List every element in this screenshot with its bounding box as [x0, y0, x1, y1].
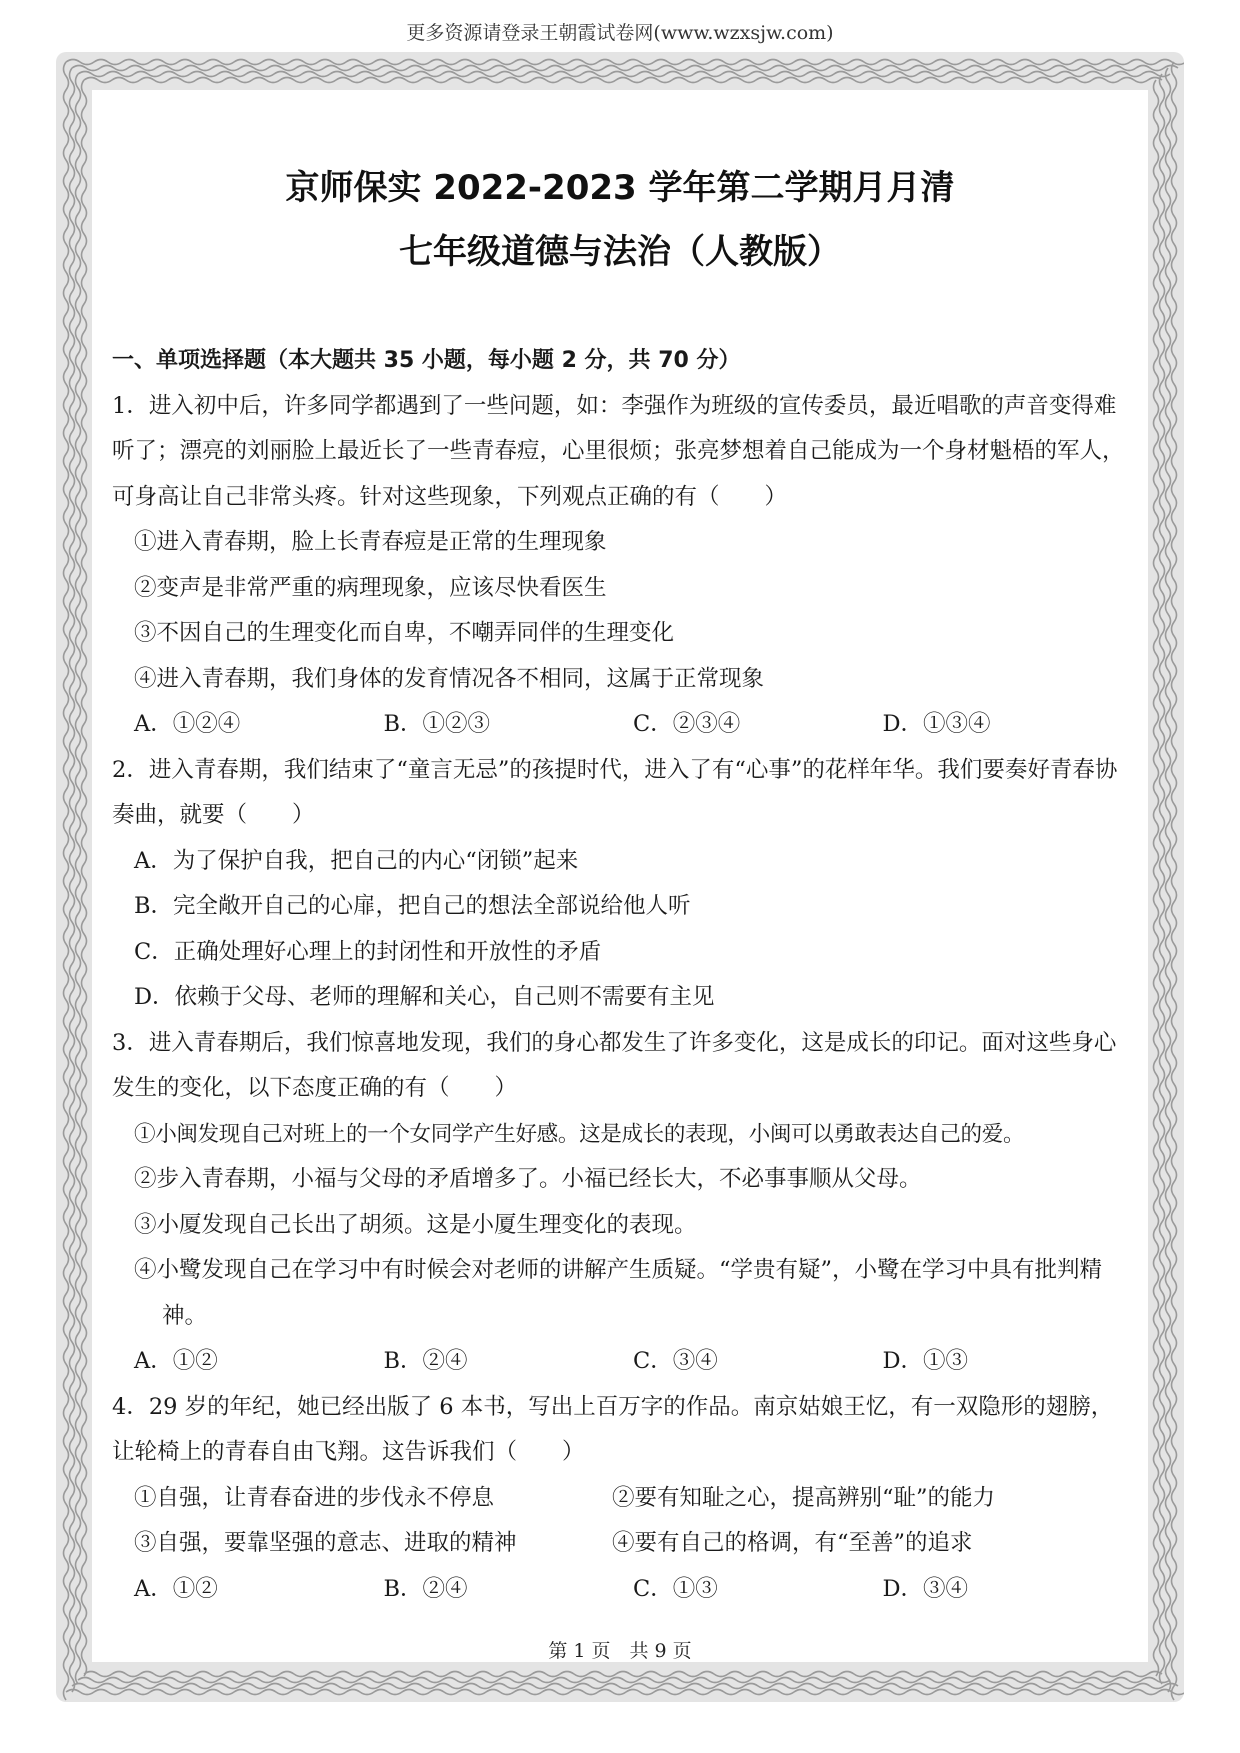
option-a: A．①② — [134, 1575, 218, 1602]
exam-title: 京师保实 2022-2023 学年第二学期月月清 — [285, 168, 955, 208]
statement: ③不因自己的生理变化而自卑，不嘲弄同伴的生理变化 — [134, 620, 675, 646]
statement: ①小闽发现自己对班上的一个女同学产生好感。这是成长的表现，小闽可以勇敢表达自己的爱。 — [134, 1121, 1025, 1147]
statement: ②步入青春期，小福与父母的矛盾增多了。小福已经长大，不必事事顺从父母。 — [134, 1166, 922, 1192]
question-4 — [112, 1385, 1132, 1613]
question-2 — [112, 748, 1132, 1021]
statement: ④小鹭发现自己在学习中有时候会对老师的讲解产生质疑。“学贵有疑”，小鹭在学习中具有批判精神。 — [134, 1257, 1103, 1329]
option-b: B．②④ — [383, 1348, 468, 1374]
answer-options — [112, 1567, 1132, 1613]
question-stem: 2．进入青春期，我们结束了“童言无忌”的孩提时代，进入了有“心事”的花样年华。我们要奏好青春协奏曲，就要（ ） — [112, 756, 1118, 828]
question-stem: 3．进入青春期后，我们惊喜地发现，我们的身心都发生了许多变化，这是成长的印记。面对这些身心发生的变化，以下态度正确的有（ ） — [112, 1029, 1117, 1101]
statement: ①进入青春期，脸上长青春痘是正常的生理现象 — [134, 529, 607, 555]
option-a: A．为了保护自我，把自己的内心“闭锁”起来 — [134, 847, 579, 874]
statement: ②要有知耻之心，提高辨别“耻”的能力 — [612, 1484, 996, 1511]
answer-options — [112, 702, 1132, 748]
question-content — [112, 338, 1132, 1612]
statement: ②变声是非常严重的病理现象，应该尽快看医生 — [134, 574, 607, 601]
statement: ④要有自己的格调，有“至善”的追求 — [612, 1530, 973, 1556]
question-3 — [112, 1021, 1132, 1385]
option-d: D．①③④ — [882, 711, 991, 737]
question-stem: 4．29 岁的年纪，她已经出版了 6 本书，写出上百万字的作品。南京姑娘王忆，有一双隐形的翅膀，让轮椅上的青春自由飞翔。这告诉我们（ ） — [112, 1393, 1114, 1465]
question-1 — [112, 384, 1132, 748]
option-b: B．②④ — [383, 1575, 468, 1602]
question-stem: 1．进入初中后，许多同学都遇到了一些问题，如：李强作为班级的宣传委员，最近唱歌的声音变得难听了；漂亮的刘丽脸上最近长了一些青春痘，心里很烦；张亮梦想着自己能成为一个身材魁梧的军人，可身高让自己非常头疼。针对这些现象，下列观点正确的有（ ） — [112, 392, 1125, 510]
option-c: C．①③ — [633, 1575, 718, 1602]
statement: ③小厦发现自己长出了胡须。这是小厦生理变化的表现。 — [134, 1211, 697, 1238]
option-d: D．③④ — [882, 1575, 969, 1602]
option-a: A．①②④ — [134, 711, 241, 737]
option-b: B．完全敞开自己的心扉，把自己的想法全部说给他人听 — [134, 893, 691, 919]
statement: ①自强，让青春奋进的步伐永不停息 — [134, 1484, 495, 1511]
section-heading: 一、单项选择题（本大题共 35 小题，每小题 2 分，共 70 分） — [112, 348, 741, 373]
option-c: C．③④ — [633, 1348, 718, 1374]
watermark: 更多资源请登录王朝霞试卷网(www.wzxsjw.com) — [406, 22, 834, 44]
option-a: A．①② — [134, 1348, 218, 1374]
statement: ③自强，要靠坚强的意志、进取的精神 — [134, 1530, 517, 1556]
option-d: D．①③ — [882, 1348, 969, 1374]
statement-row — [112, 1476, 1132, 1522]
option-d: D．依赖于父母、老师的理解和关心，自己则不需要有主见 — [134, 984, 715, 1010]
option-c: C．正确处理好心理上的封闭性和开放性的矛盾 — [134, 938, 602, 965]
page-number: 第 1 页 共 9 页 — [548, 1640, 692, 1662]
answer-options — [112, 1339, 1132, 1385]
option-c: C．②③④ — [633, 711, 741, 737]
exam-subtitle: 七年级道德与法治（人教版） — [399, 232, 841, 272]
option-b: B．①②③ — [383, 711, 491, 737]
statement: ④进入青春期，我们身体的发育情况各不相同，这属于正常现象 — [134, 665, 765, 692]
statement-row — [112, 1521, 1132, 1567]
